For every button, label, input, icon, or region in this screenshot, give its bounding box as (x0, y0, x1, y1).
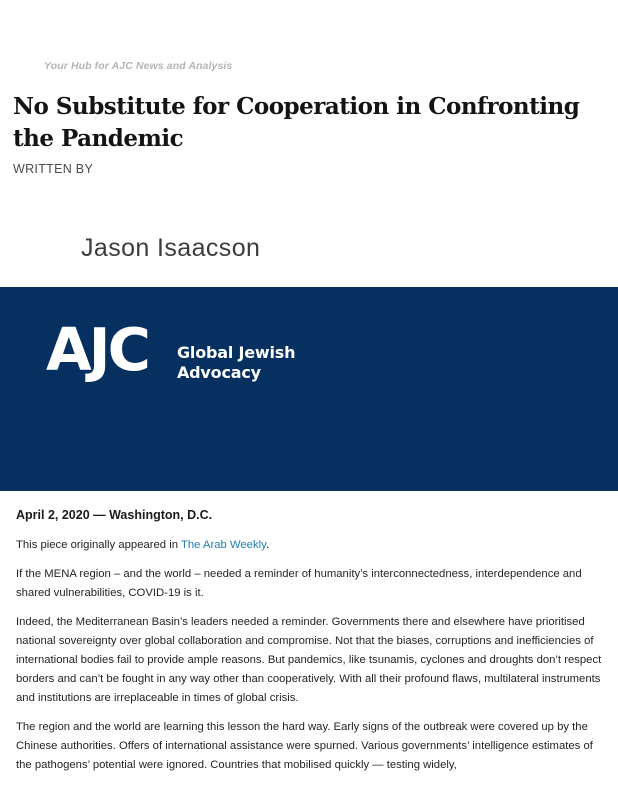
logo-line-global-jewish: Global Jewish (177, 343, 296, 362)
article-headline: No Substitute for Cooperation in Confronting the Pandemic (13, 93, 580, 152)
ajc-logo-wordmark (177, 343, 295, 383)
source-link[interactable]: The Arab Weekly (180, 539, 266, 551)
article-paragraph-3: The region and the world are learning this lesson the hard way. Early signs of the outbreak were covered up by the Chinese authorities. Offers of international assistance were spurned. Various governments’ intelligence estimates of the pathogens’ potential were ignored. Countries that mobilised quickly — testing widely, (16, 721, 593, 771)
source-note-prefix: This piece originally appeared in (16, 539, 181, 551)
article-body (16, 508, 606, 785)
author-name[interactable]: Jason Isaacson (81, 234, 261, 262)
logo-line-advocacy: Advocacy (177, 363, 261, 382)
source-note-suffix: . (265, 539, 270, 551)
article-dateline: April 2, 2020 — Washington, D.C. (16, 508, 213, 522)
article-paragraph-1: If the MENA region – and the world – needed a reminder of humanity’s interconnectedness, interdependence and shared vulnerabilities, COVID-19 is it. (16, 568, 582, 599)
ajc-logo-icon: AJC (46, 315, 148, 384)
written-by-label: WRITTEN BY (13, 162, 94, 176)
source-note (16, 536, 606, 555)
article-paragraph-2: Indeed, the Mediterranean Basin’s leaders needed a reminder. Governments there and elsewhere have prioritised national sovereignty over global collaboration and compromise. Not that the biases, corruptions and inefficiencies of international bodies fail to provide ample reasons. But pandemics, like tsunamis, cyclones and droughts don’t respect borders and can’t be fought in any way other than cooperatively. With all their profound flaws, multilateral instruments and institutions are irreplaceable in times of global crisis. (16, 616, 602, 704)
site-tagline: Your Hub for AJC News and Analysis (44, 60, 233, 72)
